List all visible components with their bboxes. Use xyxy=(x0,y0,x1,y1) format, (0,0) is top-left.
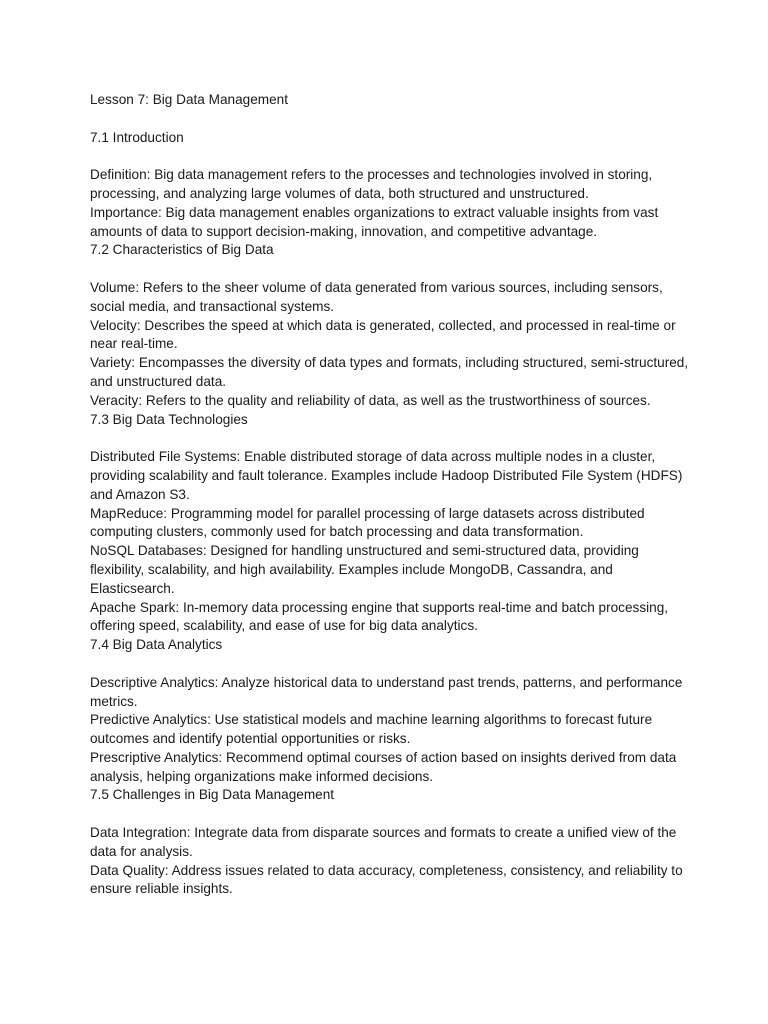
paragraph-nosql: NoSQL Databases: Designed for handling unstructured and semi-structured data, providing flexibility, scalability, and high availability. Examples include MongoDB, Cassandra, and Elasticsearch. xyxy=(90,543,639,596)
section-heading-7-2: 7.2 Characteristics of Big Data xyxy=(90,242,274,258)
paragraph-data-integration: Data Integration: Integrate data from disparate sources and formats to create a unified view of the data for analysis. xyxy=(90,825,677,859)
spacer xyxy=(90,805,690,824)
paragraph-mapreduce: MapReduce: Programming model for parallel processing of large datasets across distributed computing clusters, commonly used for batch processing and data transformation. xyxy=(90,505,645,540)
spacer xyxy=(90,260,690,279)
section-heading-7-4: 7.4 Big Data Analytics xyxy=(90,637,223,653)
document-page xyxy=(90,91,690,899)
section-heading-7-1: 7.1 Introduction xyxy=(90,129,184,145)
paragraph-descriptive-analytics: Descriptive Analytics: Analyze historical data to understand past trends, patterns, and performance metrics. xyxy=(90,674,683,709)
spacer xyxy=(90,429,690,448)
paragraph-apache-spark: Apache Spark: In-memory data processing engine that supports real-time and batch processing, offering speed, scalability, and ease of use for big data analytics. xyxy=(90,599,669,634)
paragraph-velocity: Velocity: Describes the speed at which data is generated, collected, and processed in real-time or near real-time. xyxy=(90,317,676,352)
paragraph-distributed-file-systems: Distributed File Systems: Enable distributed storage of data across multiple nodes in a cluster, providing scalability and fault tolerance. Examples include Hadoop Distributed File System (HDFS) and Amazon S3. xyxy=(90,449,683,502)
paragraph-variety: Variety: Encompasses the diversity of data types and formats, including structured, semi-structured, and unstructured data. xyxy=(90,355,689,389)
section-heading-7-3: 7.3 Big Data Technologies xyxy=(90,411,248,427)
paragraph-prescriptive-analytics: Prescriptive Analytics: Recommend optimal courses of action based on insights derived from data analysis, helping organizations make informed decisions. xyxy=(90,749,677,784)
paragraph-data-quality: Data Quality: Address issues related to data accuracy, completeness, consistency, and reliability to ensure reliable insights. xyxy=(90,862,683,897)
paragraph-veracity: Veracity: Refers to the quality and reliability of data, as well as the trustworthiness of sources. xyxy=(90,392,651,408)
paragraph-predictive-analytics: Predictive Analytics: Use statistical models and machine learning algorithms to forecast future outcomes and identify potential opportunities or risks. xyxy=(90,712,653,747)
paragraph-volume: Volume: Refers to the sheer volume of data generated from various sources, including sensors, social media, and transactional systems. xyxy=(90,279,663,314)
spacer xyxy=(90,655,690,674)
paragraph-importance: Importance: Big data management enables organizations to extract valuable insights from vast amounts of data to support decision-making, innovation, and competitive advantage. xyxy=(90,204,659,239)
spacer xyxy=(90,147,690,166)
spacer xyxy=(90,110,690,129)
section-heading-7-5: 7.5 Challenges in Big Data Management xyxy=(90,787,335,803)
paragraph-definition: Definition: Big data management refers to the processes and technologies involved in storing, processing, and analyzing large volumes of data, both structured and unstructured. xyxy=(90,167,653,201)
document-title: Lesson 7: Big Data Management xyxy=(90,92,288,107)
